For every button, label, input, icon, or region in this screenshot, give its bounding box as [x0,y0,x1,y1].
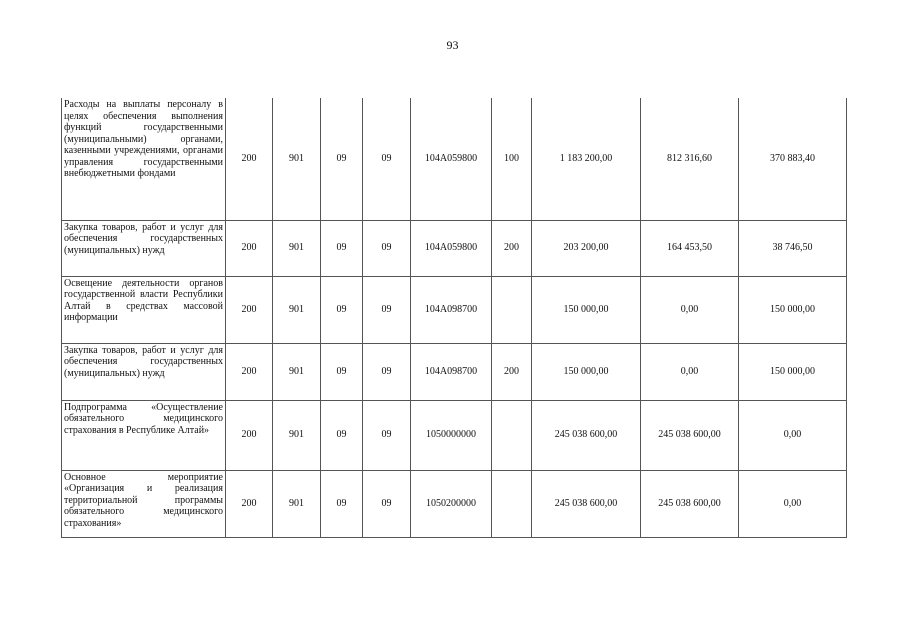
section-code: 09 [321,98,363,220]
expense-type-code: 200 [492,343,532,400]
target-code: 1050200000 [411,470,492,537]
subsection-code: 09 [363,98,411,220]
row-name: Освещение деятельности органов государственной власти Республики Алтай в средствах массовой информации [62,276,226,343]
target-code: 104А098700 [411,343,492,400]
row-name: Расходы на выплаты персоналу в целях обеспечения выполнения функций государственными (муниципальными) органами, казенными учреждениями, органами управления государственными внебюджетными фондами [62,98,226,220]
grbs-code: 901 [273,276,321,343]
table-row [62,276,847,343]
section-code: 09 [321,470,363,537]
section-code: 09 [321,400,363,470]
section-code: 09 [321,343,363,400]
row-name: Подпрограмма «Осуществление обязательного медицинского страхования в Республике Алтай» [62,400,226,470]
sum-2: 0,00 [641,276,739,343]
sum-2: 164 453,50 [641,220,739,276]
sum-3: 38 746,50 [739,220,847,276]
subsection-code: 09 [363,343,411,400]
expense-type-code [492,470,532,537]
expense-type-code [492,400,532,470]
row-name: Закупка товаров, работ и услуг для обеспечения государственных (муниципальных) нужд [62,343,226,400]
target-code: 104А098700 [411,276,492,343]
subsection-code: 09 [363,220,411,276]
expense-type-code [492,276,532,343]
sum-3: 150 000,00 [739,343,847,400]
section-code: 09 [321,276,363,343]
admin-code: 200 [226,400,273,470]
sum-2: 245 038 600,00 [641,400,739,470]
sum-2: 0,00 [641,343,739,400]
sum-total: 245 038 600,00 [532,400,641,470]
sum-total: 150 000,00 [532,276,641,343]
grbs-code: 901 [273,400,321,470]
row-name: Закупка товаров, работ и услуг для обеспечения государственных (муниципальных) нужд [62,220,226,276]
section-code: 09 [321,220,363,276]
grbs-code: 901 [273,98,321,220]
sum-3: 0,00 [739,400,847,470]
subsection-code: 09 [363,276,411,343]
expense-type-code: 200 [492,220,532,276]
sum-3: 150 000,00 [739,276,847,343]
table-row [62,98,847,220]
admin-code: 200 [226,220,273,276]
table-row [62,470,847,537]
budget-table [61,98,847,538]
page-number: 93 [446,38,459,52]
sum-3: 0,00 [739,470,847,537]
sum-total: 1 183 200,00 [532,98,641,220]
admin-code: 200 [226,276,273,343]
grbs-code: 901 [273,220,321,276]
target-code: 104А059800 [411,98,492,220]
target-code: 104А059800 [411,220,492,276]
expense-type-code: 100 [492,98,532,220]
admin-code: 200 [226,343,273,400]
sum-2: 812 316,60 [641,98,739,220]
sum-total: 150 000,00 [532,343,641,400]
subsection-code: 09 [363,470,411,537]
sum-2: 245 038 600,00 [641,470,739,537]
grbs-code: 901 [273,343,321,400]
row-name: Основное мероприятие «Организация и реализация территориальной программы обязательного медицинского страхования» [62,470,226,537]
sum-3: 370 883,40 [739,98,847,220]
subsection-code: 09 [363,400,411,470]
admin-code: 200 [226,98,273,220]
table-row [62,343,847,400]
sum-total: 245 038 600,00 [532,470,641,537]
admin-code: 200 [226,470,273,537]
grbs-code: 901 [273,470,321,537]
table-row [62,400,847,470]
table-row [62,220,847,276]
target-code: 1050000000 [411,400,492,470]
sum-total: 203 200,00 [532,220,641,276]
